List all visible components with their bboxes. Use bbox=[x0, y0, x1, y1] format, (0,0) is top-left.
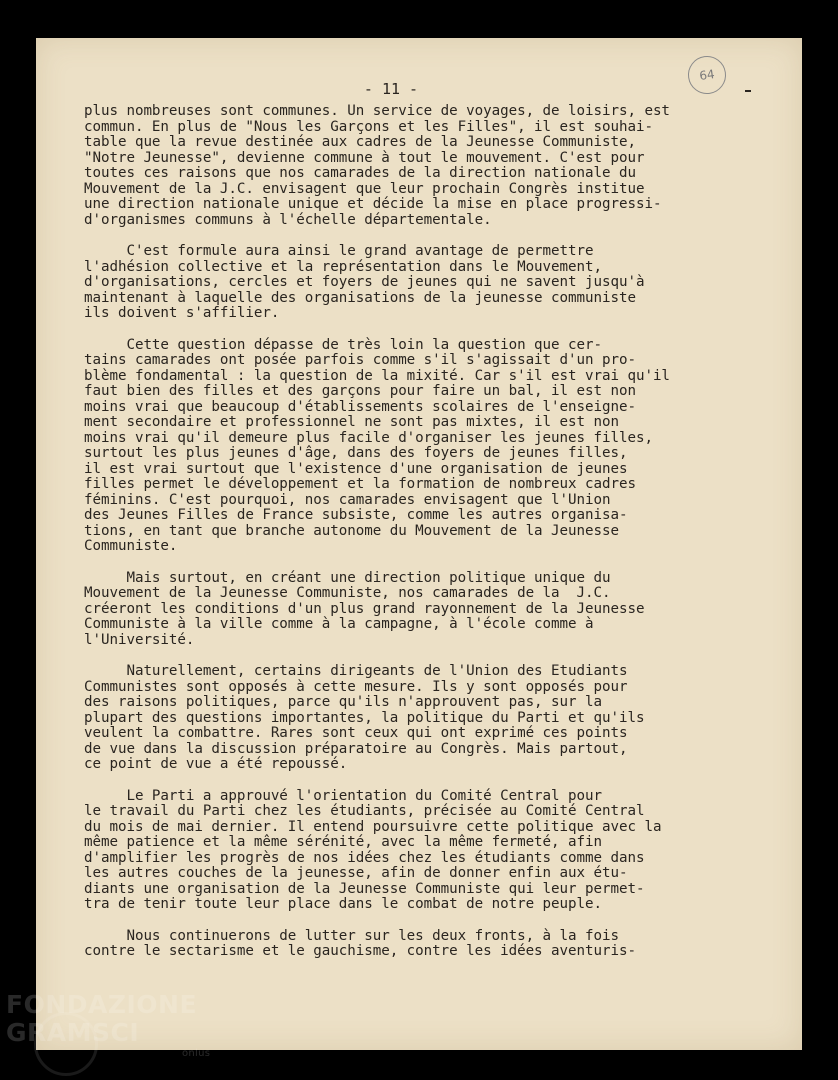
text-line: des raisons politiques, parce qu'ils n'approuvent pas, sur la bbox=[84, 694, 602, 710]
text-line: d'organisations, cercles et foyers de jeunes qui ne savent jusqu'à bbox=[84, 274, 645, 290]
text-line: moins vrai que beaucoup d'établissements scolaires de l'enseigne- bbox=[84, 398, 636, 415]
text-line: toutes ces raisons que nos camarades de la direction nationale du bbox=[84, 165, 636, 181]
text-line: "Notre Jeunesse", devienne commune à tout le mouvement. C'est pour bbox=[84, 149, 645, 166]
text-line: Mais surtout, en créant une direction politique unique du bbox=[84, 569, 611, 586]
text-line: l'Université. bbox=[84, 631, 195, 648]
text-line: moins vrai qu'il demeure plus facile d'organiser les jeunes filles, bbox=[84, 429, 653, 446]
watermark-line-3: onlus bbox=[182, 1048, 211, 1059]
watermark-logo bbox=[6, 990, 226, 1070]
text-line: créeront les conditions d'un plus grand rayonnement de la Jeunesse bbox=[84, 600, 645, 617]
text-line: une direction nationale unique et décide la mise en place progressi- bbox=[84, 196, 662, 212]
text-line: blème fondamental : la question de la mixité. Car s'il est vrai qu'il bbox=[84, 367, 670, 384]
text-line: les autres couches de la jeunesse, afin de donner enfin aux étu- bbox=[84, 865, 628, 881]
text-line: maintenant à laquelle des organisations de la jeunesse communiste bbox=[84, 289, 636, 306]
text-line: Cette question dépasse de très loin la question que cer- bbox=[84, 336, 602, 353]
text-line: C'est formule aura ainsi le grand avantage de permettre bbox=[84, 243, 594, 259]
paragraph-4 bbox=[84, 571, 794, 649]
text-line: d'amplifier les progrès de nos idées chez les étudiants comme dans bbox=[84, 849, 645, 866]
text-line: ils doivent s'affilier. bbox=[84, 305, 280, 321]
text-line: Nous continuerons de lutter sur les deux fronts, à la fois bbox=[84, 927, 619, 944]
text-line: Naturellement, certains dirigeants de l'Union des Etudiants bbox=[84, 663, 628, 679]
text-line: Mouvement de la Jeunesse Communiste, nos camarades de la J.C. bbox=[84, 585, 611, 601]
text-line: diants une organisation de la Jeunesse Communiste qui leur permet- bbox=[84, 880, 645, 897]
watermark-line-2: GRAMSCI bbox=[6, 1018, 140, 1047]
text-line: le travail du Parti chez les étudiants, précisée au Comité Central bbox=[84, 803, 645, 819]
text-line: Communiste. bbox=[84, 538, 178, 554]
text-line: tains camarades ont posée parfois comme s'il s'agissait d'un pro- bbox=[84, 352, 636, 368]
text-line: l'adhésion collective et la représentation dans le Mouvement, bbox=[84, 258, 602, 275]
text-line: faut bien des filles et des garçons pour faire un bal, il est non bbox=[84, 383, 636, 399]
text-line: féminins. C'est pourquoi, nos camarades envisagent que l'Union bbox=[84, 491, 611, 508]
text-line: même patience et la même sérénité, avec la même fermeté, afin bbox=[84, 834, 602, 850]
text-line: Le Parti a approuvé l'orientation du Comité Central pour bbox=[84, 787, 602, 804]
margin-mark bbox=[745, 90, 751, 92]
text-line: surtout les plus jeunes d'âge, dans des foyers de jeunes filles, bbox=[84, 445, 628, 461]
archive-stamp: 64 bbox=[686, 54, 729, 97]
page-number: - 11 - bbox=[363, 80, 419, 98]
text-line: table que la revue destinée aux cadres de la Jeunesse Communiste, bbox=[84, 134, 636, 150]
text-line: tra de tenir toute leur place dans le combat de notre peuple. bbox=[84, 896, 602, 912]
paragraph-2 bbox=[84, 244, 794, 322]
paragraph-5 bbox=[84, 664, 794, 773]
text-line: il est vrai surtout que l'existence d'une organisation de jeunes bbox=[84, 460, 628, 477]
watermark-line-1: FONDAZIONE bbox=[6, 990, 198, 1019]
text-line: plupart des questions importantes, la politique du Parti et qu'ils bbox=[84, 709, 645, 726]
text-line: Communiste à la ville comme à la campagne, à l'école comme à bbox=[84, 616, 594, 632]
text-line: tions, en tant que branche autonome du Mouvement de la Jeunesse bbox=[84, 522, 619, 539]
document-page bbox=[36, 38, 802, 1050]
paragraph-1 bbox=[84, 104, 794, 228]
text-line: ment secondaire et professionnel ne sont pas mixtes, il est non bbox=[84, 414, 619, 430]
text-line: plus nombreuses sont communes. Un service de voyages, de loisirs, est bbox=[84, 103, 670, 119]
text-line: contre le sectarisme et le gauchisme, contre les idées aventuris- bbox=[84, 943, 636, 959]
text-line: veulent la combattre. Rares sont ceux qui ont exprimé ces points bbox=[84, 725, 628, 741]
text-line: d'organismes communs à l'échelle départementale. bbox=[84, 211, 492, 228]
paragraph-7 bbox=[84, 929, 794, 960]
text-line: des Jeunes Filles de France subsiste, comme les autres organisa- bbox=[84, 507, 628, 523]
paragraph-3 bbox=[84, 338, 794, 555]
text-line: de vue dans la discussion préparatoire au Congrès. Mais partout, bbox=[84, 740, 628, 757]
text-line: ce point de vue a été repoussé. bbox=[84, 756, 348, 772]
paragraph-6 bbox=[84, 789, 794, 913]
text-line: Communistes sont opposés à cette mesure. Ils y sont opposés pour bbox=[84, 678, 628, 695]
text-line: Mouvement de la J.C. envisagent que leur prochain Congrès institue bbox=[84, 180, 645, 197]
text-line: du mois de mai dernier. Il entend poursuivre cette politique avec la bbox=[84, 818, 662, 835]
text-line: commun. En plus de "Nous les Garçons et les Filles", il est souhai- bbox=[84, 118, 653, 135]
document-body bbox=[84, 104, 794, 976]
text-line: filles permet le développement et la formation de nombreux cadres bbox=[84, 476, 636, 492]
